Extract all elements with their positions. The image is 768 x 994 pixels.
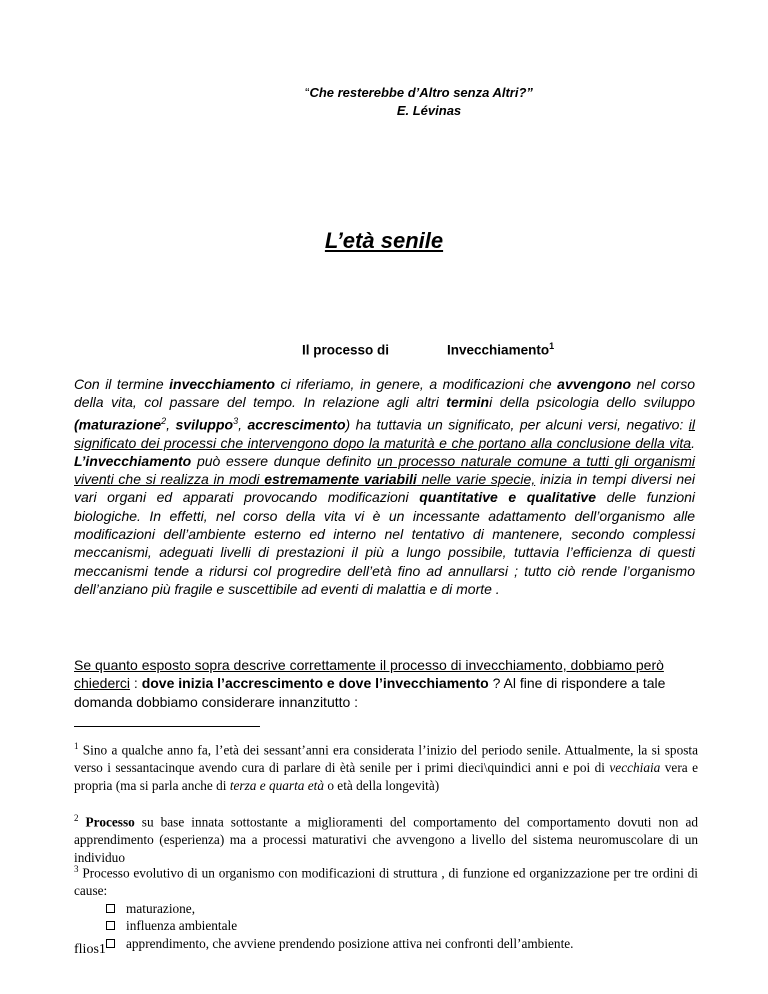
text: , bbox=[238, 416, 248, 433]
footnote-2 bbox=[74, 810, 698, 866]
underlined-text: il significato dei processi che intervengono dopo la maturità e che portano alla conclusione della vita bbox=[74, 416, 696, 451]
page-title: L’età senile bbox=[324, 228, 444, 253]
bold-term: sviluppo bbox=[175, 416, 234, 433]
bold-term: L’invecchiamento bbox=[74, 452, 192, 469]
text: vera e propria (ma si parla anche di bbox=[74, 760, 698, 793]
checkbox-bullet-icon bbox=[106, 904, 115, 913]
underlined-text: un processo naturale comune a tutti gli organismi viventi che si realizza in modi bbox=[74, 452, 695, 488]
list-item-text: maturazione, bbox=[126, 900, 196, 916]
text: . bbox=[691, 434, 695, 451]
paragraph-2 bbox=[74, 656, 714, 711]
list-item bbox=[106, 900, 698, 918]
footnote-ref: 2 bbox=[161, 415, 167, 426]
text: , bbox=[166, 416, 176, 433]
bold-term: dove inizia l’accrescimento e dove l’invecchiamento bbox=[141, 675, 489, 692]
checkbox-bullet-icon bbox=[106, 939, 115, 948]
epigraph bbox=[0, 84, 768, 120]
bold-term: accrescimento bbox=[247, 416, 346, 433]
text: ? Al fine di rispondere a tale domanda dobbiamo considerare innanzitutto : bbox=[74, 675, 666, 710]
text: delle funzioni biologiche. In effetti, nel corso della vita vi è un incessante adattamento dell’organismo alle modificazioni dell’ambiente esterno ed interno nel tentativo di mantenere, secondo complessi meccanismi, adeguati livelli di prestazioni il più a lungo possibile, tuttavia l’efficienza di questi meccanismi tende a ridursi col progredire dell’età fino ad annullarsi ; tutto ciò rende l’organismo dell’anziano più fragile e suscettibile ad eventi di malattia e di morte . bbox=[74, 489, 695, 597]
footnote-3-list bbox=[74, 900, 698, 953]
text: : bbox=[130, 675, 142, 692]
checkbox-bullet-icon bbox=[106, 921, 115, 930]
bold-term: (maturazione bbox=[74, 416, 162, 433]
bold-term: Processo bbox=[85, 814, 135, 830]
list-item-text: influenza ambientale bbox=[126, 918, 238, 934]
italic-text: vecchiaia bbox=[609, 760, 661, 776]
epigraph-author: E. Lévinas bbox=[396, 103, 462, 118]
text: nel corso della vita, col passare del tempo. In relazione agli altri bbox=[74, 376, 695, 411]
footnote-ref: 1 bbox=[549, 341, 555, 351]
page-footer: flios1 bbox=[74, 942, 106, 957]
text: può essere dunque definito bbox=[191, 452, 378, 469]
text: o età della longevità) bbox=[324, 777, 440, 793]
text: su base innata sottostante a miglioramenti del comportamento del comportamento dovuti non ad apprendimento (esperienza) ma a processi maturativi che avvengono a livello del sistema neuromuscolare di un individuo bbox=[74, 814, 698, 865]
section-heading bbox=[302, 341, 554, 358]
text: inizia in tempi diversi nei vari organi ed apparati provocando modificazioni bbox=[74, 471, 696, 506]
italic-text: terza e quarta età bbox=[229, 777, 324, 793]
footnote-number: 1 bbox=[74, 741, 79, 751]
bold-term: termin bbox=[446, 394, 490, 411]
text: i della psicologia dello sviluppo bbox=[489, 394, 695, 411]
footnote-3 bbox=[74, 861, 698, 952]
text: Processo evolutivo di un organismo con modificazioni di struttura , di funzione ed organizzazione per tre ordini di cause: bbox=[74, 865, 698, 899]
footnote-1 bbox=[74, 738, 698, 794]
list-item bbox=[106, 917, 698, 935]
paragraph-1 bbox=[74, 375, 695, 598]
section-heading-right: Invecchiamento bbox=[447, 342, 550, 358]
footnote-number: 3 bbox=[74, 864, 79, 874]
bold-term: invecchiamento bbox=[169, 376, 275, 392]
text: Sino a qualche anno fa, l’età dei sessant’anni era considerata l’inizio del periodo senile. Attualmente, la si sposta verso i sessantacinque avendo cura di parlare di ètà senile per i primi dieci\quindici anni e poi di bbox=[74, 742, 698, 776]
text: ) ha tuttavia un significato, per alcuni versi, negativo: bbox=[345, 416, 689, 433]
epigraph-quote bbox=[0, 84, 768, 102]
quote-mark: “ bbox=[305, 85, 310, 100]
section-heading-left: Il processo di bbox=[302, 342, 390, 358]
text: ci riferiamo, in genere, a modificazioni che bbox=[274, 376, 558, 392]
list-item bbox=[106, 935, 698, 953]
footnote-number: 2 bbox=[74, 813, 79, 823]
bold-underlined-text: estremamente variabili bbox=[264, 471, 417, 488]
underlined-text: Se quanto esposto sopra descrive correttamente il processo di invecchiamento, dobbiamo però chiederci bbox=[74, 657, 664, 692]
bold-term: avvengono bbox=[557, 376, 632, 392]
underlined-text: nelle varie specie, bbox=[416, 471, 536, 488]
text: Con il termine bbox=[74, 376, 170, 392]
list-item-text: apprendimento, che avviene prendendo posizione attiva nei confronti dell’ambiente. bbox=[126, 935, 574, 951]
bold-term: quantitative e qualitative bbox=[419, 489, 596, 506]
footnote-divider bbox=[74, 726, 260, 727]
quote-text: Che resterebbe d’Altro senza Altri?” bbox=[309, 85, 533, 100]
footnote-ref: 3 bbox=[233, 415, 239, 426]
